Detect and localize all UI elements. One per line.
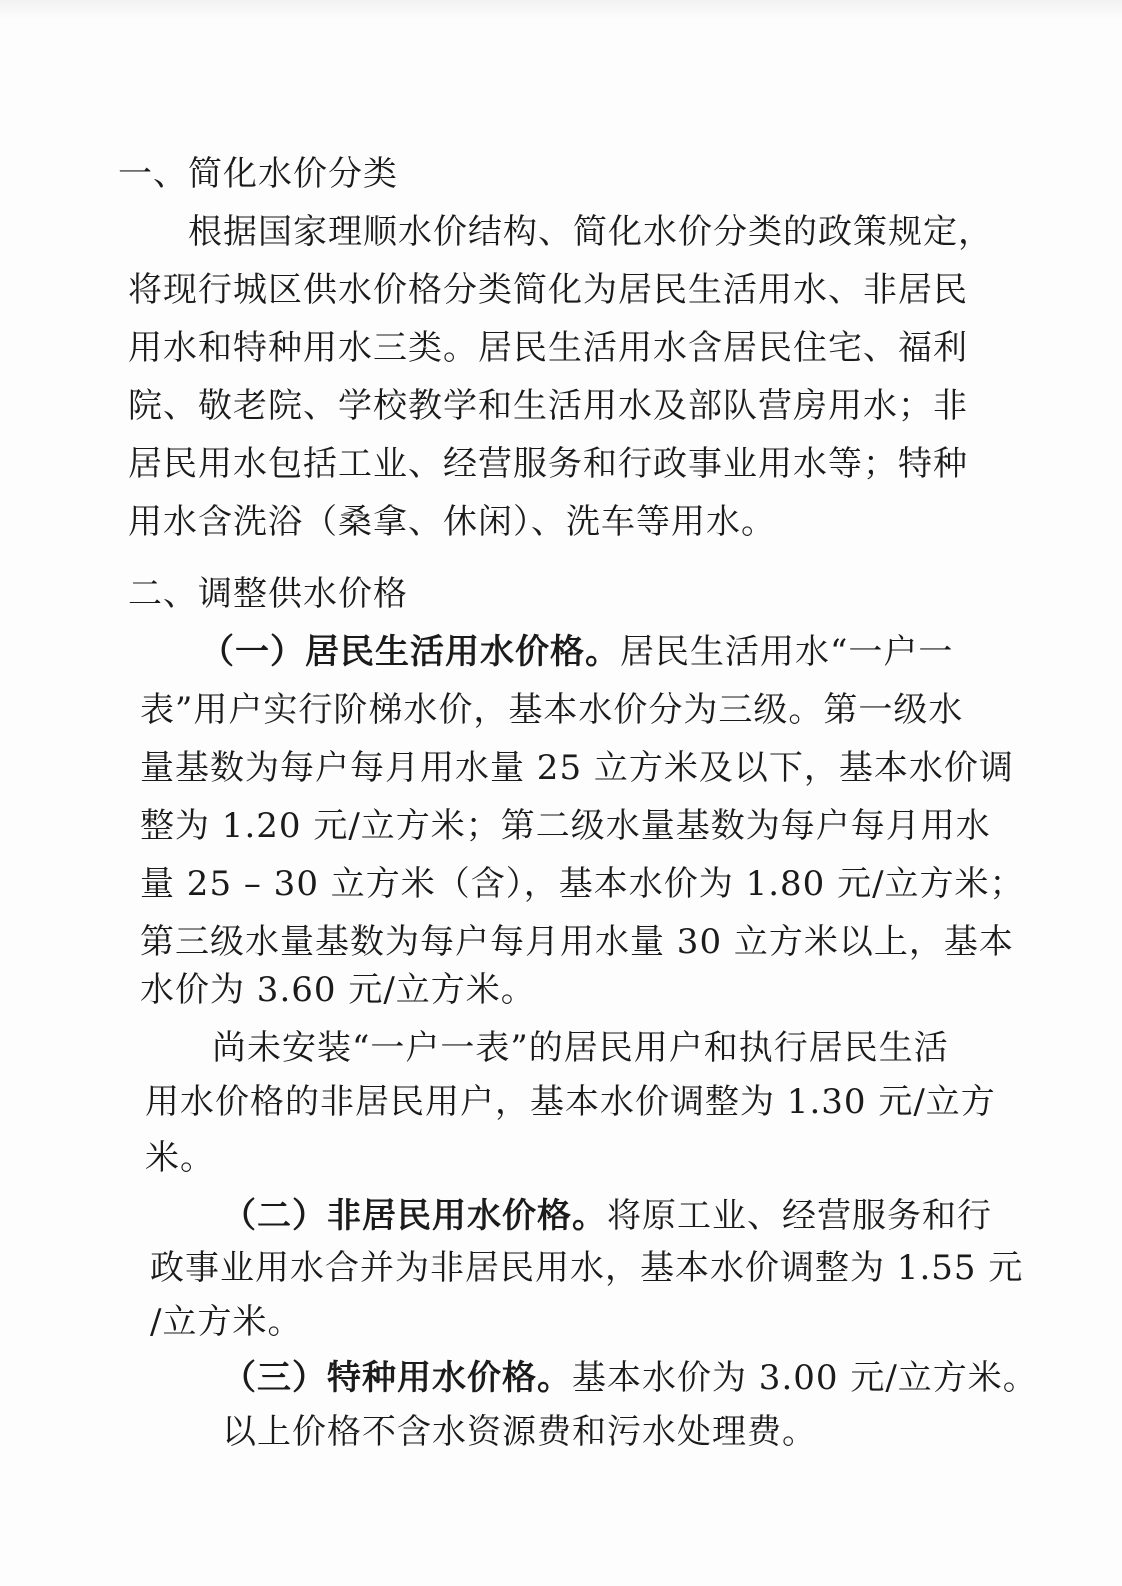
paragraph-line: 将现行城区供水价格分类简化为居民生活用水、非居民 <box>128 270 968 310</box>
paragraph-line: 第三级水量基数为每户每月用水量 30 立方米以上，基本 <box>140 922 1014 962</box>
item-1-text: 居民生活用水“一户一 <box>620 632 954 672</box>
paragraph-line: 用水含洗浴（桑拿、休闲）、洗车等用水。 <box>128 502 776 542</box>
paragraph-line: 院、敬老院、学校教学和生活用水及部队营房用水；非 <box>128 386 968 426</box>
item-2-title: （二）非居民用水价格。 <box>222 1196 607 1236</box>
paragraph-line: 政事业用水合并为非居民用水，基本水价调整为 1.55 元 <box>150 1248 1024 1288</box>
scan-edge-shadow <box>0 0 1122 20</box>
item-3-title: （三）特种用水价格。 <box>222 1358 572 1398</box>
paragraph-line: 用水和特种用水三类。居民生活用水含居民住宅、福利 <box>128 328 968 368</box>
paragraph-line: 表”用户实行阶梯水价，基本水价分为三级。第一级水 <box>140 690 964 730</box>
paragraph-line: 尚未安装“一户一表”的居民用户和执行居民生活 <box>212 1028 949 1068</box>
section-heading-1: 一、简化水价分类 <box>118 154 398 194</box>
paragraph-line: 整为 1.20 元/立方米；第二级水量基数为每户每月用水 <box>140 806 991 846</box>
footer-note: 以上价格不含水资源费和污水处理费。 <box>222 1412 817 1452</box>
paragraph-line: /立方米。 <box>150 1302 303 1342</box>
paragraph-line: 米。 <box>145 1138 215 1178</box>
paragraph-line: 量 25 – 30 立方米（含），基本水价为 1.80 元/立方米； <box>140 864 1025 904</box>
section-heading-2: 二、调整供水价格 <box>128 574 408 614</box>
paragraph-line: 水价为 3.60 元/立方米。 <box>140 970 536 1010</box>
paragraph-line: 居民用水包括工业、经营服务和行政事业用水等；特种 <box>128 444 968 484</box>
item-1-title: （一）居民生活用水价格。 <box>200 632 620 672</box>
paragraph-line: 用水价格的非居民用户，基本水价调整为 1.30 元/立方 <box>145 1082 996 1122</box>
paragraph-line: 根据国家理顺水价结构、简化水价分类的政策规定， <box>188 212 993 252</box>
paragraph-line: 量基数为每户每月用水量 25 立方米及以下，基本水价调 <box>140 748 1014 788</box>
item-3-line <box>222 1356 1038 1400</box>
item-1-first-line <box>200 630 953 674</box>
item-3-text: 基本水价为 3.00 元/立方米。 <box>572 1358 1038 1398</box>
item-2-text: 将原工业、经营服务和行 <box>607 1196 992 1236</box>
item-2-first-line <box>222 1194 992 1238</box>
